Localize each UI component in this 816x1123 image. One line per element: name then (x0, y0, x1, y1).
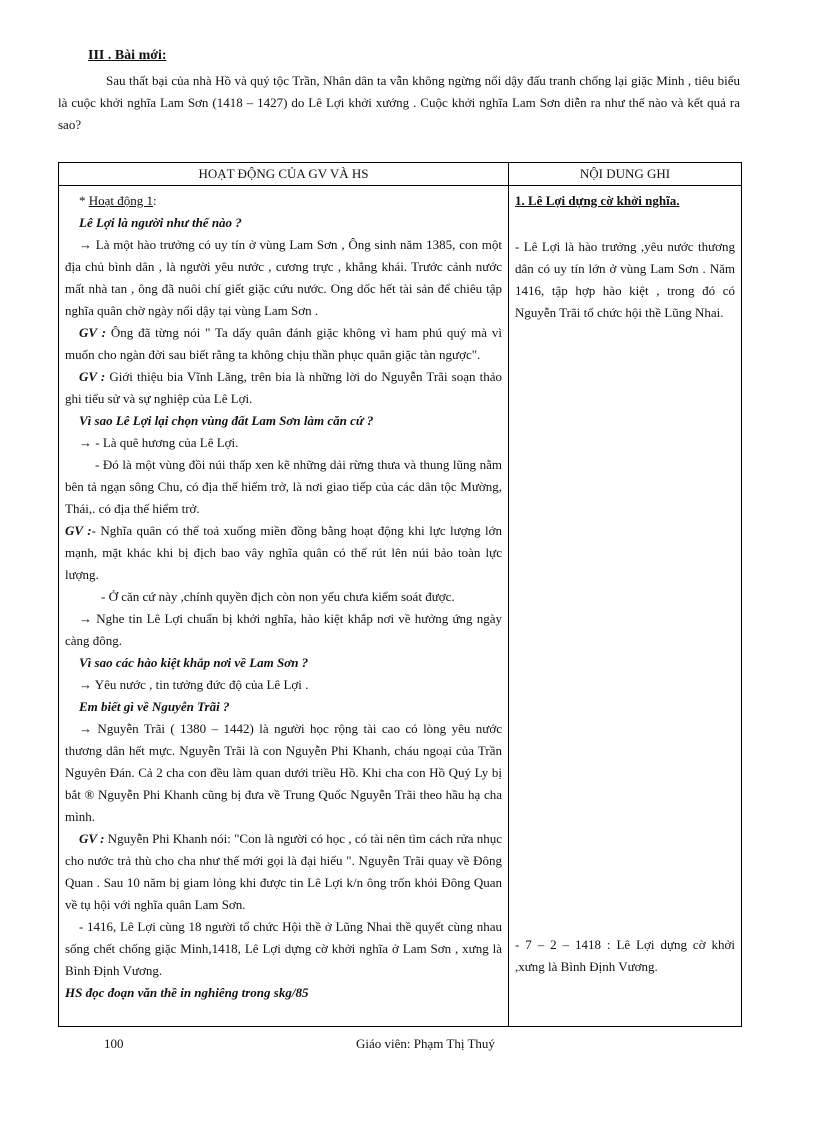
activities-cell (59, 186, 509, 1027)
lesson-table (58, 162, 742, 1027)
notes-paragraph-2: - 7 – 2 – 1418 : Lê Lợi dựng cờ khởi ,xưng là Bình Định Vương. (515, 937, 735, 974)
page-number: 100 (104, 1036, 124, 1051)
header-activities: HOẠT ĐỘNG CỦA GV VÀ HS (59, 163, 509, 186)
header-notes: NỘI DUNG GHI (509, 163, 742, 186)
question-1: Lê Lợi là người như thế nào ? (79, 215, 242, 230)
question-2: Vì sao Lê Lợi lại chọn vùng đất Lam Sơn làm căn cứ ? (79, 413, 374, 428)
gv-note-4: GV : Nguyễn Phi Khanh nói: "Con là người có học , có tài nên tìm cách rửa nhục cho nước trả thù cho cha như thế mới gọi là đại hiếu ". Nguyễn Trãi quay về Đông Quan . Sau 10 năm bị giam lỏng khi được tin Lê Lợi k/n ông trốn khỏi Đông Quan về tụ hội với nghĩa quân Lam Sơn. (65, 831, 502, 912)
answer-2c: - Ở căn cứ này ,chính quyền địch còn non yếu chưa kiểm soát được. (101, 589, 455, 604)
answer-2d: → Nghe tin Lê Lợi chuẩn bị khởi nghĩa, hào kiệt khắp nơi về hưởng ứng ngày càng đông. (65, 611, 502, 648)
reading-instruction: HS đọc đoạn văn thề in nghiêng trong skg/85 (65, 985, 309, 1000)
answer-3: → Yêu nước , tin tưởng đức độ của Lê Lợi . (79, 677, 309, 692)
notes-cell (509, 186, 742, 1027)
gv-note-3: GV :- Nghĩa quân có thể toả xuống miền đồng bằng hoạt động khi lực lượng lớn mạnh, mặt khác khi bị địch bao vây nghĩa quân có thể rút lên núi bảo toàn lực lượng. (65, 523, 502, 582)
answer-1: → Là một hào trưởng có uy tín ở vùng Lam Sơn , Ông sinh năm 1385, con một địa chủ bình dân , là người yêu nước , cương trực , khẳng khái. Trước cảnh nước mất nhà tan , ông đã nuôi chí giết giặc cứu nước. Ong dốc hết tài sản để chiêu tập nghĩa quân chờ ngày nổi dậy tại vùng Lam Sơn . (65, 237, 502, 318)
activity-label: * Hoạt động 1: (79, 193, 157, 208)
gv-note-2: GV : Giới thiệu bia Vĩnh Lăng, trên bia là những lời do Nguyễn Trãi soạn thảo ghi tiểu sử và sự nghiệp của Lê Lợi. (65, 369, 502, 406)
notes-paragraph-1: - Lê Lợi là hào trưởng ,yêu nước thương dân có uy tín lớn ở vùng Lam Sơn . Năm 1416, tập hợp hào kiệt , trong đó có Nguyễn Trãi tổ chức hội thề Lũng Nhai. (515, 239, 735, 320)
gv-note-1: GV : Ông đã từng nói " Ta dấy quân đánh giặc không vì ham phú quý mà vì muốn cho ngàn đời sau biết rằng ta không chịu thần phục quân giặc tàn ngược". (65, 325, 502, 362)
answer-2b: - Đó là một vùng đồi núi thấp xen kẽ những dải rừng thưa và thung lũng nằm bên tả ngạn sông Chu, có địa thế hiểm trở, là nơi giao tiếp của các dân tộc Mường, Thái,. có địa thế hiểm trở. (65, 457, 502, 516)
notes-title: 1. Lê Lợi dựng cờ khởi nghĩa. (515, 193, 680, 208)
intro-paragraph: Sau thất bại của nhà Hồ và quý tộc Trần, Nhân dân ta vẫn không ngừng nổi dậy đấu tranh chống lại giặc Minh , tiêu biểu là cuộc khởi nghĩa Lam Sơn (1418 – 1427) do Lê Lợi khởi xướng . Cuộc khởi nghĩa Lam Sơn diễn ra như thế nào và kết quả ra sao? (58, 73, 740, 132)
answer-5: - 1416, Lê Lợi cùng 18 người tổ chức Hội thề ở Lũng Nhai thề quyết cùng nhau sống chết chống giặc Minh,1418, Lê Lợi dựng cờ khởi nghĩa ở Lam Sơn , xưng là Bình Định Vương. (65, 919, 502, 978)
question-3: Vì sao các hào kiệt khắp nơi về Lam Sơn ? (79, 655, 309, 670)
teacher-name: Giáo viên: Phạm Thị Thuý (356, 1036, 495, 1051)
section-heading: III . Bài mới: (88, 48, 167, 63)
answer-2a: → - Là quê hương của Lê Lợi. (79, 435, 239, 450)
question-4: Em biết gì về Nguyễn Trãi ? (79, 699, 230, 714)
answer-4: → Nguyễn Trãi ( 1380 – 1442) là người học rộng tài cao có lòng yêu nước thương dân hết mực. Nguyễn Trãi là con Nguyễn Phi Khanh, cháu ngoại của Trần Nguyên Đán. Cả 2 cha con đều làm quan dưới triều Hồ. Khi cha con Hồ Quý Ly bị bắt ® Nguyễn Phi Khanh cũng bị đưa về Trung Quốc Nguyễn Trãi theo hầu hạ cha mình. (65, 721, 502, 824)
